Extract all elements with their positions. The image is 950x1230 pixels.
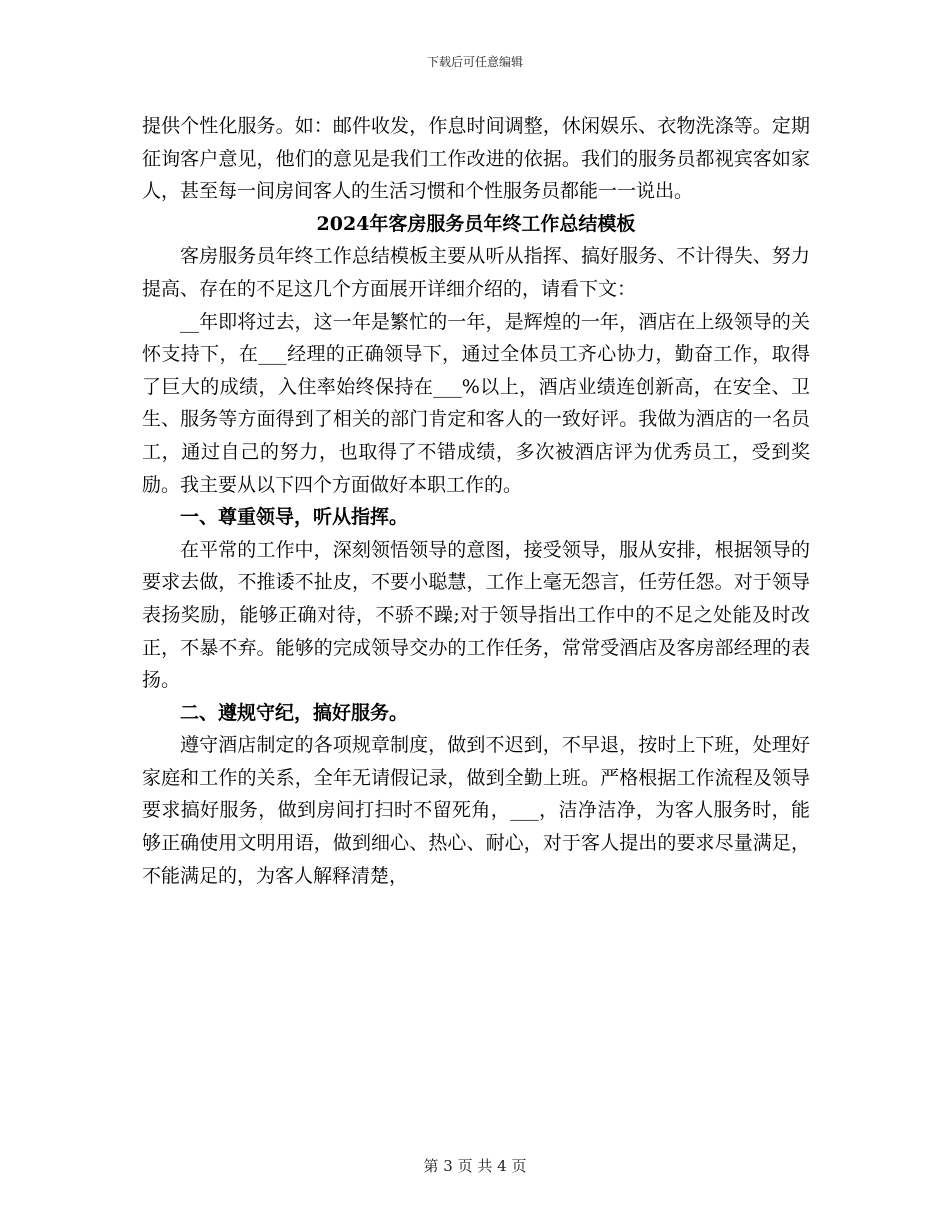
section-2-body: 遵守酒店制定的各项规章制度，做到不迟到，不早退，按时上下班，处理好家庭和工作的关系，全年无请假记录，做到全勤上班。严格根据工作流程及领导要求搞好服务，做到房间打扫时不留死角，___，洁净洁净，为客人服务时，能够正确使用文明用语，做到细心、热心、耐心，对于客人提出的要求尽量满足，不能满足的，为客人解释清楚， [142, 734, 810, 887]
page-number: 第 3 页 共 4 页 [423, 1157, 527, 1175]
opening-paragraph: __年即将过去，这一年是繁忙的一年，是辉煌的一年，酒店在上级领导的关怀支持下，在___经理的正确领导下，通过全体员工齐心协力，勤奋工作，取得了巨大的成绩，入住率始终保持在___%以上，酒店业绩连创新高，在安全、卫生、服务等方面得到了相关的部门肯定和客人的一致好评。我做为酒店的一名员工，通过自己的努力，也取得了不错成绩，多次被酒店评为优秀员工，受到奖励。我主要从以下四个方面做好本职工作的。 [142, 310, 810, 496]
page-header-note: 下载后可任意编辑 [426, 55, 523, 69]
section-2-heading: 二、遵规守纪，搞好服务。 [180, 701, 409, 724]
summary-paragraph: 客房服务员年终工作总结模板主要从听从指挥、搞好服务、不计得失、努力提高、存在的不足这几个方面展开详细介绍的，请看下文： [142, 245, 810, 300]
document-body [142, 110, 810, 892]
section-1-heading: 一、尊重领导，听从指挥。 [180, 506, 409, 529]
document-title: 2024年客房服务员年终工作总结模板 [316, 212, 636, 235]
intro-paragraph: 提供个性化服务。如：邮件收发，作息时间调整，休闲娱乐、衣物洗涤等。定期征询客户意见，他们的意见是我们工作改进的依据。我们的服务员都视宾客如家人，甚至每一间房间客人的生活习惯和个性服务员都能一一说出。 [142, 115, 810, 203]
section-1-body: 在平常的工作中，深刻领悟领导的意图，接受领导，服从安排，根据领导的要求去做，不推诿不扯皮，不要小聪慧，工作上毫无怨言，任劳任怨。对于领导表扬奖励，能够正确对待，不骄不躁;对于领导指出工作中的不足之处能及时改正，不暴不弃。能够的完成领导交办的工作任务，常常受酒店及客房部经理的表扬。 [142, 538, 810, 692]
